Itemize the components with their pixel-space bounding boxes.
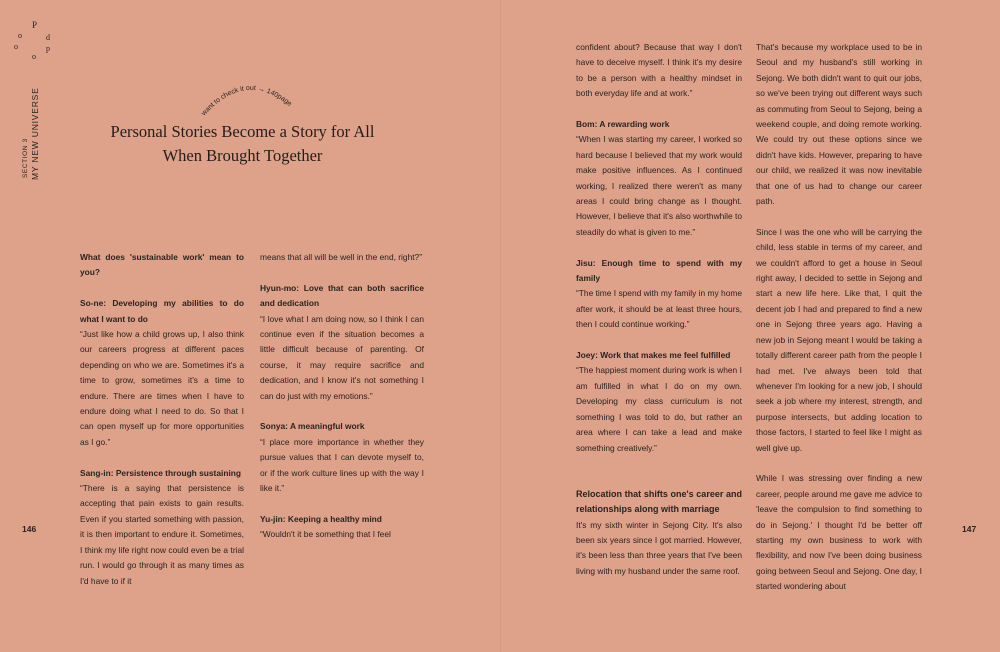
jisu-body: “The time I spend with my family in my home after work, it should be at least three hours, then I could continue working.” (576, 288, 742, 330)
section-label: SECTION 3 (22, 138, 29, 178)
logo-letter: o (32, 52, 36, 61)
hyun-mo-body: “I love what I am doing now, so I think I can continue even if the situation becomes a little difficult because of parenting. Of course, it may require sacrifice and dedication, and I know it's not something I can do just with my emotions.” (260, 313, 424, 401)
page-number-right: 147 (962, 524, 977, 534)
column-3 (576, 40, 742, 579)
continued-text: means that all will be well in the end, right?” (260, 252, 422, 262)
logo-letter: d (46, 33, 50, 42)
yu-jin-body: “Wouldn't it be something that I feel (260, 529, 391, 540)
logo-letter: o (18, 31, 22, 40)
jisu-heading: Jisu: Enough time to spend with my family (576, 257, 742, 284)
so-ne-body: “Just like how a child grows up, I also think our careers progress at different paces depending on who we are. Sometimes it's a time to grow, sometimes it's a time to endure. There are times when I have to endure doing what I need to do. So that I can open myself up for more opportunities as I go.” (80, 329, 244, 447)
column-1 (80, 250, 244, 589)
article-title: Personal Stories Become a Story for All When Brought Together (110, 122, 375, 165)
logo-letter: p (46, 44, 50, 53)
yu-jin-heading: Yu-jin: Keeping a healthy mind (260, 513, 382, 524)
paragraph-2: Since I was the one who will be carrying the child, less stable in terms of my career, and we couldn't afford to get a house in Seoul right away, I decided to settle in Sejong and start a new life here. Like that, I quit the decent job I had and prepared to find a new one in Sejong three years ago. Having a new job in Sejong meant I would be taking a totally different career path from the people I had met. I've always been told that whenever I'm looking for a new job, I should seek a job where my interest, strength, and purpose intersects, but adding location to those factors, I started to feel like I might as well give up. (756, 226, 922, 453)
column-2 (260, 250, 424, 543)
page-reference-arc (186, 72, 310, 118)
relocation-heading: Relocation that shifts one's career and relationships along with marriage (576, 488, 742, 515)
sang-in-heading: Sang-in: Persistence through sustaining (80, 467, 242, 478)
spread-gutter (500, 0, 501, 652)
column-4 (756, 40, 922, 595)
paragraph-3: While I was stressing over finding a new career, people around me gave me advice to 'leave the compulsion to find something to do in Sejong.' I thought I'd be better off starting my own business to work with flexibility, and now I've been doing business going between Seoul and Sejong. One day, I started wondering about (756, 473, 922, 592)
bom-body: “When I was starting my career, I worked so hard because I believed that my work would make positive influences. As I continued working, I realized there weren't as many areas I could bring change as I thought. However, I believe that it's also worthwhile to steadily do what is given to me.” (576, 134, 742, 237)
joey-heading: Joey: Work that makes me feel fulfilled (576, 350, 731, 361)
logo-letter: P (32, 20, 38, 30)
joey-body: “The happiest moment during work is when I am fulfilled in what I do on my own. Developing my class curriculum is not something I was told to do, but rather an area where I can take a lead and make something creatively.” (576, 365, 742, 453)
hyun-mo-heading: Hyun-mo: Love that can both sacrifice and dedication (260, 282, 424, 309)
logo-letter: o (14, 42, 18, 51)
sang-in-body: “There is a saying that persistence is accepting that pain exists to gain results. Even if you started something with passion, it is then important to endure it. Sometimes, I think my life right now could even be a trial run. I would go through it as many times as I'd have to if it (80, 483, 244, 586)
section-title: MY NEW UNIVERSE (30, 87, 40, 180)
so-ne-heading: So-ne: Developing my abilities to do what I want to do (80, 298, 244, 324)
arc-text: want to check it out → 140page (200, 84, 293, 118)
svg-text:want to check it out → 140page (200, 85, 293, 118)
bom-heading: Bom: A rewarding work (576, 119, 670, 130)
section-question: What does 'sustainable work' mean to you? (80, 252, 244, 278)
paragraph-1: That's because my workplace used to be in Seoul and my husband's still working in Sejong. We both didn't want to quit our jobs, so we've been trying out different ways such as commuting from Seoul to Sejong, being a weekend couple, and doing remote working. We could try out these options since we didn't have kids. However, preparing to have our child, we realized it was now inevitable that one of us had to change our career path. (756, 42, 922, 207)
continued-text: confident about? Because that way I don't have to deceive myself. I think it's my desire to be a person with a healthy mindset in both everyday life and at work.” (576, 42, 742, 99)
sonya-body: “I place more importance in whether they pursue values that I can devote myself to, or if the work culture lines up with the way I like it.” (260, 436, 424, 494)
page-number-left: 146 (22, 524, 37, 534)
relocation-body: It's my sixth winter in Sejong City. It's also been six years since I got married. However, it's been less than three years that I've been living with my husband under the same roof. (576, 519, 742, 576)
sonya-heading: Sonya: A meaningful work (260, 421, 365, 432)
